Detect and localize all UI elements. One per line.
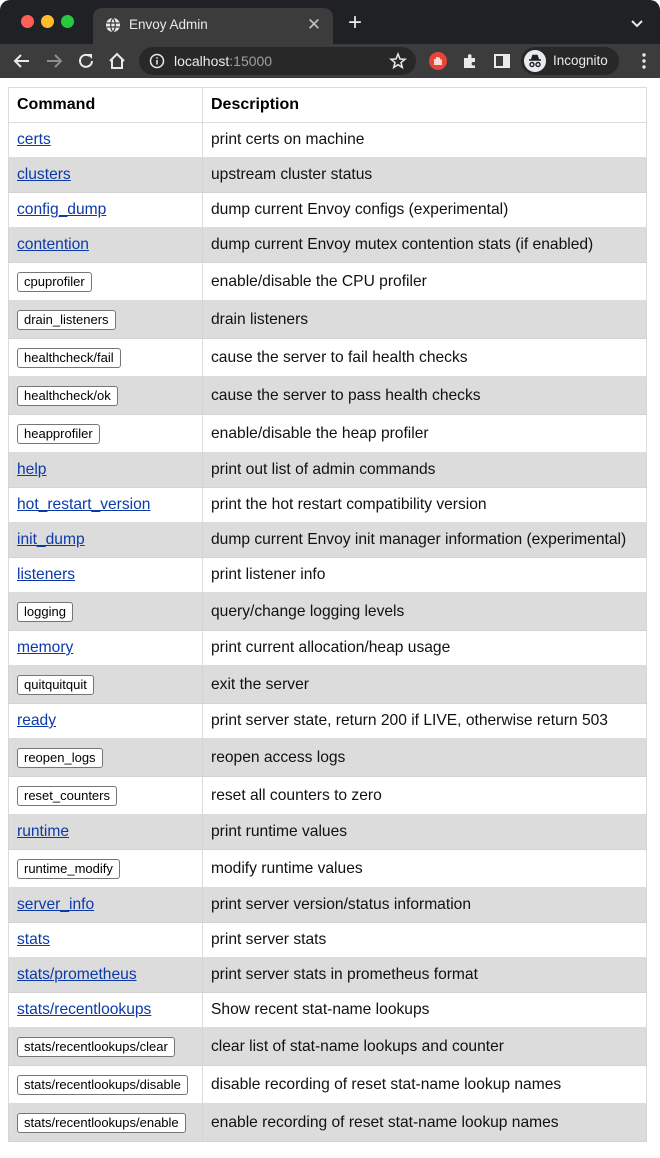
table-row	[9, 339, 647, 377]
description-cell: print listener info	[203, 558, 647, 593]
home-icon[interactable]	[107, 51, 127, 71]
command-link[interactable]: hot_restart_version	[17, 496, 151, 513]
plus-icon[interactable]: +	[347, 9, 362, 36]
incognito-label: Incognito	[553, 53, 608, 68]
command-cell	[9, 193, 203, 228]
description-cell: print server stats	[203, 923, 647, 958]
command-cell	[9, 704, 203, 739]
command-cell	[9, 1028, 203, 1066]
command-cell	[9, 301, 203, 339]
command-button[interactable]: reset_counters	[17, 786, 117, 806]
incognito-icon	[524, 50, 546, 72]
command-cell	[9, 377, 203, 415]
back-icon[interactable]	[12, 51, 32, 71]
table-header-row	[9, 88, 647, 123]
table-row	[9, 193, 647, 228]
command-cell	[9, 593, 203, 631]
tab-strip	[0, 0, 660, 44]
table-row	[9, 301, 647, 339]
description-cell: Show recent stat-name lookups	[203, 993, 647, 1028]
description-cell: print certs on machine	[203, 123, 647, 158]
command-link[interactable]: help	[17, 461, 47, 478]
command-link[interactable]: server_info	[17, 896, 95, 913]
command-link[interactable]: clusters	[17, 166, 71, 183]
table-row	[9, 523, 647, 558]
table-row	[9, 850, 647, 888]
table-row	[9, 415, 647, 453]
url-host: localhost	[174, 53, 230, 69]
command-button[interactable]: stats/recentlookups/clear	[17, 1037, 175, 1057]
table-row	[9, 704, 647, 739]
table-row	[9, 558, 647, 593]
command-cell	[9, 958, 203, 993]
table-row	[9, 993, 647, 1028]
command-link[interactable]: config_dump	[17, 201, 107, 218]
description-cell: drain listeners	[203, 301, 647, 339]
close-icon[interactable]: ✕	[306, 15, 322, 34]
table-row	[9, 1028, 647, 1066]
table-row	[9, 377, 647, 415]
command-cell	[9, 263, 203, 301]
command-link[interactable]: runtime	[17, 823, 69, 840]
command-button[interactable]: stats/recentlookups/enable	[17, 1113, 186, 1133]
command-link[interactable]: contention	[17, 236, 89, 253]
command-cell	[9, 453, 203, 488]
address-bar[interactable]	[139, 47, 416, 75]
table-row	[9, 1104, 647, 1142]
command-cell	[9, 558, 203, 593]
table-row	[9, 666, 647, 704]
browser-tab[interactable]	[93, 8, 333, 44]
chevron-down-icon[interactable]	[628, 14, 646, 32]
command-cell	[9, 339, 203, 377]
command-cell	[9, 123, 203, 158]
command-button[interactable]: stats/recentlookups/disable	[17, 1075, 188, 1095]
command-button[interactable]: heapprofiler	[17, 424, 100, 444]
url-text[interactable]	[174, 53, 272, 69]
command-link[interactable]: memory	[17, 639, 74, 656]
description-cell: dump current Envoy configs (experimental)	[203, 193, 647, 228]
command-cell	[9, 488, 203, 523]
table-body	[9, 123, 647, 1142]
table-row	[9, 958, 647, 993]
table-row	[9, 777, 647, 815]
table-row	[9, 815, 647, 850]
description-cell: reopen access logs	[203, 739, 647, 777]
url-port: :15000	[229, 53, 273, 69]
command-link[interactable]: listeners	[17, 566, 76, 583]
incognito-badge[interactable]	[521, 47, 619, 75]
globe-icon	[105, 17, 121, 33]
description-cell: enable/disable the CPU profiler	[203, 263, 647, 301]
description-cell: print out list of admin commands	[203, 453, 647, 488]
command-link[interactable]: stats/prometheus	[17, 966, 137, 983]
command-button[interactable]: cpuprofiler	[17, 272, 92, 292]
command-cell	[9, 415, 203, 453]
description-cell: print server state, return 200 if LIVE, otherwise return 503	[203, 704, 647, 739]
command-cell	[9, 523, 203, 558]
description-cell: modify runtime values	[203, 850, 647, 888]
maximize-window-button[interactable]	[61, 15, 74, 28]
command-button[interactable]: healthcheck/fail	[17, 348, 121, 368]
command-button[interactable]: logging	[17, 602, 73, 622]
command-button[interactable]: quitquitquit	[17, 675, 94, 695]
description-cell: cause the server to pass health checks	[203, 377, 647, 415]
description-cell: reset all counters to zero	[203, 777, 647, 815]
command-link[interactable]: ready	[17, 712, 57, 729]
table-row	[9, 158, 647, 193]
command-cell	[9, 777, 203, 815]
description-cell: dump current Envoy mutex contention stats (if enabled)	[203, 228, 647, 263]
command-button[interactable]: drain_listeners	[17, 310, 116, 330]
table-row	[9, 923, 647, 958]
description-cell: dump current Envoy init manager information (experimental)	[203, 523, 647, 558]
command-cell	[9, 158, 203, 193]
table-row	[9, 228, 647, 263]
table-row	[9, 453, 647, 488]
description-cell: print server stats in prometheus format	[203, 958, 647, 993]
info-icon[interactable]	[149, 53, 165, 69]
table-row	[9, 1066, 647, 1104]
command-column-header: Command	[9, 88, 203, 123]
description-cell: print the hot restart compatibility version	[203, 488, 647, 523]
description-cell: upstream cluster status	[203, 158, 647, 193]
table-row	[9, 263, 647, 301]
command-cell	[9, 850, 203, 888]
table-row	[9, 488, 647, 523]
description-cell: print current allocation/heap usage	[203, 631, 647, 666]
command-cell	[9, 666, 203, 704]
description-cell: print runtime values	[203, 815, 647, 850]
command-link[interactable]: stats/recentlookups	[17, 1001, 152, 1018]
description-cell: enable/disable the heap profiler	[203, 415, 647, 453]
command-link[interactable]: certs	[17, 131, 51, 148]
page-content	[0, 78, 660, 1158]
admin-commands-table	[8, 87, 647, 1142]
reload-icon[interactable]	[76, 51, 96, 71]
description-cell: disable recording of reset stat-name lookup names	[203, 1066, 647, 1104]
table-row	[9, 123, 647, 158]
more-icon[interactable]	[641, 52, 647, 70]
command-cell	[9, 1104, 203, 1142]
description-cell: query/change logging levels	[203, 593, 647, 631]
command-cell	[9, 993, 203, 1028]
browser-toolbar	[0, 44, 660, 78]
tab-title: Envoy Admin	[129, 17, 208, 32]
extension-icon[interactable]	[428, 51, 448, 71]
command-cell	[9, 888, 203, 923]
description-cell: cause the server to fail health checks	[203, 339, 647, 377]
table-row	[9, 631, 647, 666]
puzzle-icon[interactable]	[460, 51, 480, 71]
command-cell	[9, 923, 203, 958]
command-cell	[9, 1066, 203, 1104]
description-cell: clear list of stat-name lookups and counter	[203, 1028, 647, 1066]
command-button[interactable]: reopen_logs	[17, 748, 103, 768]
sidepanel-icon[interactable]	[492, 51, 512, 71]
minimize-window-button[interactable]	[41, 15, 54, 28]
command-link[interactable]: stats	[17, 931, 50, 948]
forward-icon[interactable]	[44, 51, 64, 71]
command-link[interactable]: init_dump	[17, 531, 85, 548]
command-cell	[9, 815, 203, 850]
command-button[interactable]: runtime_modify	[17, 859, 120, 879]
star-icon[interactable]	[389, 52, 407, 70]
description-column-header: Description	[203, 88, 647, 123]
description-cell: exit the server	[203, 666, 647, 704]
table-row	[9, 888, 647, 923]
table-row	[9, 593, 647, 631]
command-button[interactable]: healthcheck/ok	[17, 386, 118, 406]
command-cell	[9, 739, 203, 777]
description-cell: print server version/status information	[203, 888, 647, 923]
close-window-button[interactable]	[21, 15, 34, 28]
command-cell	[9, 228, 203, 263]
command-cell	[9, 631, 203, 666]
table-row	[9, 739, 647, 777]
description-cell: enable recording of reset stat-name lookup names	[203, 1104, 647, 1142]
